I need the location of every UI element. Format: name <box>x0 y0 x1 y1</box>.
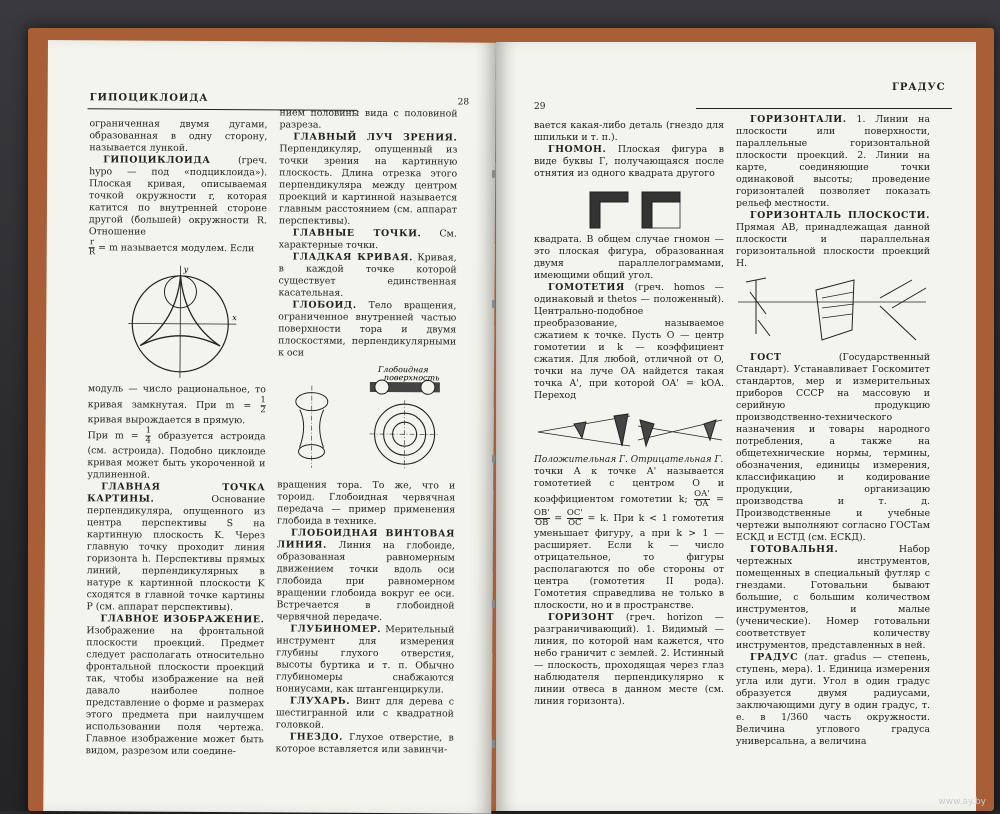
entry-text: квадрата. В общем случае гномон — это плоская фигура, образованная двумя параллелограммами, имеющими общий угол. <box>534 234 724 282</box>
entry-text: Изображение на фронтальной плоскости проекций. Предмет следует располагать относительно фронтальной плоскости проекций так, чтобы изображение на ней давало наиболее полное представление о форме и размерах этого предмета при наилучшем использовании поля чертежа. Главное изображение может быть видом, разрезом или соедине- <box>86 625 265 757</box>
right-column-2 <box>736 114 930 748</box>
entry-term: ГНЕЗДО. <box>290 731 343 742</box>
entry-term: ГЛАВНЫЕ ТОЧКИ. <box>293 227 422 239</box>
denominator: OB <box>534 519 550 528</box>
right-column-1 <box>534 120 724 708</box>
left-column-2 <box>276 107 458 756</box>
entry-term: ГЛАВНОЕ ИЗОБРАЖЕНИЕ. <box>100 613 264 625</box>
entry-text: (греч. horizon — разграничивающий). 1. Видимый — линия, по которой нам кажется, что небо граничит с землей. 2. Истинный — плоскость, проходящая через глаз наблюдателя перпендикулярно к линии отвеса в данном месте (см. линия горизонта). <box>534 612 724 707</box>
entry-text: точки A к точке A' называется гомотетией с центром O и коэффициентом гомотетии k; <box>534 466 724 505</box>
binding-stitch <box>492 740 495 748</box>
right-running-header: ГРАДУС <box>892 82 946 93</box>
numerator: 1 <box>260 396 265 406</box>
entry-text: Винт для дерева с шестигранной или с квадратной головкой. <box>276 696 454 731</box>
entry-term: ГОРИЗОНТАЛИ. <box>750 114 847 125</box>
entry-text: вращения тора. То же, что и тороид. Глобоидная червячная передача — пример применения глобоида в технике. <box>277 479 455 528</box>
binding-stitch <box>492 455 495 463</box>
left-running-header: ГИПОЦИКЛОИДА <box>90 92 209 104</box>
entry-hypocycloid <box>89 154 268 239</box>
entry-text: кривая вырождается в прямую. <box>88 414 246 426</box>
numerator: r <box>89 238 95 248</box>
entry-lag-screw <box>276 695 454 732</box>
entry-horizon <box>534 612 724 708</box>
fraction <box>260 396 266 415</box>
entry-text: (греч. homos — одинаковый и thetos — положенный). Центрально-подобное преобразование, называемое сжатием к точке. Пусть O — центр гомотетии и k — коэффициент сжатия. Для любой, отличной от O, точки на луче OA найдется такая точка A', при которой OA' = kOA. Переход <box>534 282 724 401</box>
binding-stitch <box>492 600 495 608</box>
axis-x-label: x <box>232 313 237 322</box>
entry-text: Глухое отверстие, в которое вставляется или завинчи- <box>276 732 454 756</box>
axis-y-label: y <box>183 265 189 274</box>
entry-text: точки A к точке A' называется гомотетией с центром O и коэффициентом гомотетии k; $\frac{OA'}{OA}$ = $\frac{OB'}{OB}$ = $\frac{OC'}{OC}$ = k. При k < 1 гомотетия уменьшает фигуру, а при k > 1 — расширяет. Если k — число отрицательное, то фигуры располагаются по обе стороны от центра (гомотетия II рода). Гомотетия справедлива не только в плоскости, но и в пространстве. <box>534 466 724 612</box>
entry-principal-point <box>86 481 265 614</box>
entry-term: ГРАДУС <box>750 652 798 663</box>
fraction <box>534 509 550 528</box>
entry-term: ГИПОЦИКЛОИДА <box>103 154 210 166</box>
entry-gost <box>736 352 930 544</box>
entry-term: ГЛАВНАЯ ТОЧКА КАРТИНЫ. <box>87 481 265 504</box>
entry-text: Кривая, в каждой точке которой существует единственная касательная. <box>278 252 456 299</box>
entry-text: При m = <box>88 430 139 441</box>
entry-socket <box>276 731 454 756</box>
entry-globoid-helix <box>276 527 455 624</box>
entry-gnomon <box>534 144 724 180</box>
left-page <box>43 40 496 814</box>
entry-text: = m называется модулем. Если <box>95 242 254 254</box>
entry-term: ГОРИЗОНТ <box>548 612 614 623</box>
figure-caption: Положительная Г. Отрицательная Г. <box>534 454 724 466</box>
entry-smooth-curve <box>278 251 456 300</box>
binding-stitch <box>492 300 495 308</box>
numerator: OA' <box>694 490 709 500</box>
entry-text <box>89 238 267 258</box>
homothety-figure <box>534 406 724 450</box>
entry-plane-horizontal <box>736 210 930 270</box>
entry-drawing-set <box>736 544 930 652</box>
entry-text: Тело вращения, ограниченное внутренней частью поверхности тора и двумя плоскостями, перпендикулярными к оси <box>278 300 456 359</box>
figure-label: Глобоидная <box>377 365 429 374</box>
header-rule <box>696 108 952 109</box>
right-page-number: 29 <box>534 102 545 112</box>
entry-term: ГНОМОН. <box>548 144 606 155</box>
entry-text: образуется астроида (см. астроида). Подобно циклоиде кривая может быть укороченной и удлиненной. <box>87 431 265 481</box>
numerator: OB' <box>534 509 550 519</box>
entry-globoid <box>278 299 456 360</box>
entry-term: ГОМОТЕТИЯ <box>548 282 625 293</box>
left-page-number: 28 <box>458 98 470 108</box>
entry-text: вается какая-либо деталь (гнездо для шпильки и т. п.). <box>534 120 724 144</box>
entry-depth-gauge <box>276 623 454 696</box>
entry-degree <box>736 652 930 748</box>
entry-main-ray <box>279 131 458 228</box>
denominator: OA <box>694 500 709 509</box>
denominator: OC <box>567 519 583 528</box>
entry-text: Набор чертежных инструментов, помещенных в специальный футляр с гнездами. Готовальни бывают большие, с большим количеством инструментов, и малые (ученические). Номер готовальни соответствует количеству инструментов, представленных в ней. <box>736 544 930 651</box>
entry-term: ГЛОБОИД. <box>292 299 356 310</box>
denominator: 2 <box>260 406 265 415</box>
entry-text: ограниченная двумя дугами, образованная в одну сторону, называется лункой. <box>89 118 267 155</box>
entry-text: Прямая AB, принадлежащая данной плоскости и параллельная горизонтальной плоскости проекций H. <box>736 222 930 269</box>
hypocycloid-figure <box>120 261 267 380</box>
fraction <box>146 427 152 446</box>
entry-term: ГЛУХАРЬ. <box>290 695 350 706</box>
entry-term: ГОСТ <box>750 352 781 363</box>
entry-text: (Государственный Стандарт). Устанавливает Госкомитет стандартов, мер и измерительных приборов СССР на массовую и серийную продукцию производственно-технического назначения и товары народного потребления, а также на общетехнические нормы, термины, обозначения, единицы измерения, классификацию и кодирование продукции, организацию производства и т. д. Производственные и учебные чертежи выполняют согласно ГОСТам ЕСКД и ЕСТД (см. ЕСКД). <box>736 352 930 543</box>
figure-label: поверхность <box>384 373 440 382</box>
entry-main-points <box>279 227 457 252</box>
entry-term: ГОТОВАЛЬНЯ. <box>750 544 838 555</box>
entry-text: Плоская фигура в виде буквы Г, получающаяся после отнятия из одного квадрата другого <box>534 144 724 179</box>
entry-text: Основание перпендикуляра, опущенного из центра перспективы S на картинную плоскость K. Через главную точку проходит линия горизонта h. Перспективы прямых линий, перпендикулярных в натуре к картинной плоскости K сходятся в главной точке картины P (см. аппарат перспективы). <box>87 494 266 613</box>
entry-text: (лат. gradus — степень, ступень, мера). 1. Единица измерения угла или дуги. Угол в один градус образуется двумя радиусами, заключающими дугу в один градус, т. е. в 1/360 часть окружности. Величина углового градуса универсальна, а величина <box>736 652 930 747</box>
numerator: 1 <box>146 427 151 437</box>
entry-term: ГЛОБОИДНАЯ ВИНТОВАЯ ЛИНИЯ. <box>277 527 455 550</box>
globoid-figure <box>277 363 456 476</box>
entry-text: (греч. hypo — под «подциклоида»). Плоская кривая, описываемая точкой окружности r, которая катится по внутренней стороне другой (большей) окружности R. Отношение <box>89 155 268 238</box>
right-page <box>496 42 976 811</box>
entry-text: Линия на глобоиде, образованная равномерным движением точки вдоль оси глобоида при равномерном вращении глобоида вокруг ее оси. Встречается в глобоидной червячной передаче. <box>276 540 455 623</box>
entry-term: ГЛАВНЫЙ ЛУЧ ЗРЕНИЯ. <box>293 132 457 144</box>
entry-text: Перпендикуляр, опущенный из точки зрения на картинную плоскость. Длина отрезка этого перпендикуляра между центром проекций и картинной называется главным расстоянием (см. аппарат перспективы). <box>279 143 458 226</box>
entry-term: ГОРИЗОНТАЛЬ ПЛОСКОСТИ. <box>750 210 930 221</box>
denominator: R <box>89 248 95 257</box>
entry-text: нием половины вида с половиной разреза. <box>279 107 457 132</box>
entry-text: См. характерные точки. <box>279 228 457 251</box>
entry-text: Мерительный инструмент для измерения глубины глухого отверстия, высоты буртика и т. п. Обычно глубиномеры снабжаются нониусами, как штангенциркули. <box>276 624 454 695</box>
denominator: 4 <box>146 437 151 446</box>
watermark: www.ay.by <box>938 797 986 807</box>
entry-text <box>88 383 266 427</box>
entry-term: ГЛУБИНОМЕР. <box>290 623 381 635</box>
binding-stitch <box>492 170 495 178</box>
numerator: OC' <box>567 509 583 519</box>
entry-text <box>87 426 265 482</box>
entry-text: = k. При k < 1 гомотетия уменьшает фигуру, а при k > 1 — расширяет. Если k — число отрицательное, то фигуры располагаются по обе стороны от центра (гомотетия II рода). Гомотетия справедлива не только в плоскости, но и в пространстве. <box>534 513 724 611</box>
fraction <box>567 509 583 528</box>
left-column-1 <box>86 118 268 758</box>
entry-homothety <box>534 282 724 402</box>
gnomon-figure <box>582 184 724 230</box>
entry-term: ГЛАДКАЯ КРИВАЯ. <box>293 251 413 263</box>
entry-principal-view <box>86 613 265 758</box>
fraction <box>694 490 709 509</box>
entry-text: модуль — число рациональное, то кривая замкнутая. При m = <box>88 383 266 411</box>
entry-contour-lines <box>736 114 930 210</box>
horizontal-line-figure <box>736 274 930 348</box>
entry-text: 1. Линии на плоскости или поверхности, параллельные горизонтальной плоскости проекций. 2. Линии на карте, соединяющие точки одинаковой высоты; проведение горизонталей позволяет показать рельеф местности. <box>736 114 930 209</box>
